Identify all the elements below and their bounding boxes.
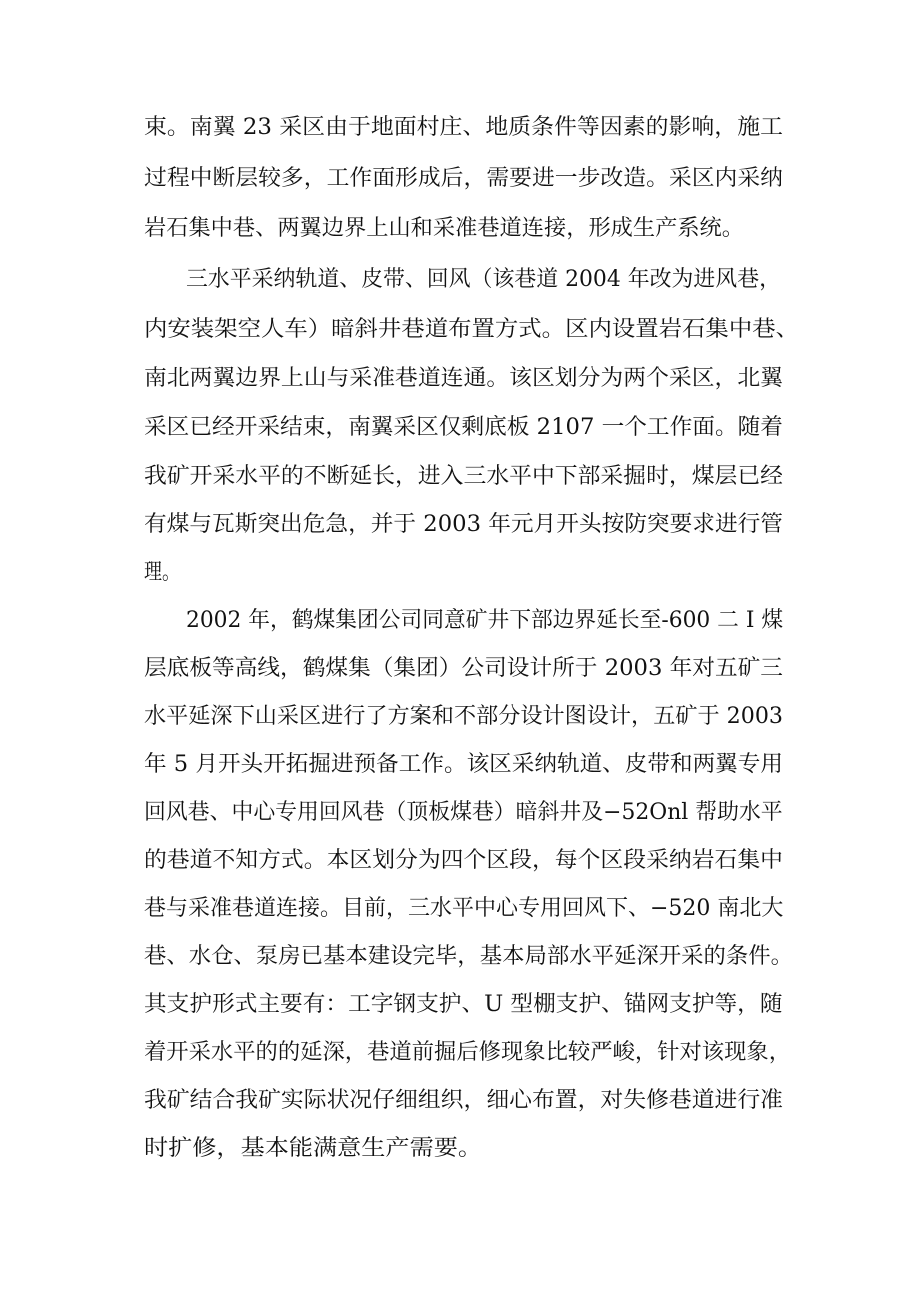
text-line-20: 着开采水平的的延深，巷道前掘后修现象比较严峻，针对该现象， [144,1040,792,1065]
text-line-12: 层底板等高线，鹤煤集（集团）公司设计所于 2003 年对五矿三 [144,656,783,681]
text-line-16: 的巷道不知方式。本区划分为四个区段，每个区段采纳岩石集中 [144,848,784,873]
text-line-14: 年 5 月开头开拓掘进预备工作。该区采纳轨道、皮带和两翼专用 [144,752,783,777]
text-line-6: 南北两翼边界上山与采准巷道连通。该区划分为两个采区，北翼 [144,366,784,391]
text-line-7: 采区已经开采结束，南翼采区仅剩底板 2107 一个工作面。随着 [144,415,783,440]
text-line-3: 岩石集中巷、两翼边界上山和采准巷道连接，形成生产系统。 [144,216,745,241]
text-line-18: 巷、水仓、泵房已基本建设完毕，基本局部水平延深开采的条件。 [144,944,794,969]
text-line-4: 三水平采纳轨道、皮带、回风（该巷道 2004 年改为进风巷， [186,267,781,292]
text-line-10: 理。 [144,560,181,585]
text-line-5: 内安装架空人车）暗斜井巷道布置方式。区内设置岩石集中巷、 [144,317,800,342]
text-line-19: 其支护形式主要有：工字钢支护、U 型棚支护、锚网支护等，随 [144,992,783,1017]
text-line-21: 我矿结合我矿实际状况仔细组织，细心布置，对失修巷道进行准 [144,1088,784,1113]
text-line-13: 水平延深下山采区进行了方案和不部分设计图设计，五矿于 2003 [144,704,783,729]
text-line-8: 我矿开采水平的不断延长，进入三水平中下部采掘时，煤层已经 [144,464,784,489]
text-line-1: 束。南翼 23 采区由于地面村庄、地质条件等因素的影响，施工 [144,115,783,140]
text-line-17: 巷与采准巷道连接。目前，三水平中心专用回风下、−520 南北大 [144,896,784,921]
text-line-15: 回风巷、中心专用回风巷（顶板煤巷）暗斜井及−52Onl 帮助水平 [144,800,783,825]
text-line-11: 2002 年，鹤煤集团公司同意矿井下部边界延长至-600 二 I 煤 [186,608,784,633]
text-line-22: 时扩修，基本能满意生产需要。 [144,1136,483,1161]
text-line-2: 过程中断层较多，工作面形成后，需要进一步改造。采区内采纳 [144,166,784,191]
text-line-9: 有煤与瓦斯突出危急，并于 2003 年元月开头按防突要求进行管 [144,512,783,537]
